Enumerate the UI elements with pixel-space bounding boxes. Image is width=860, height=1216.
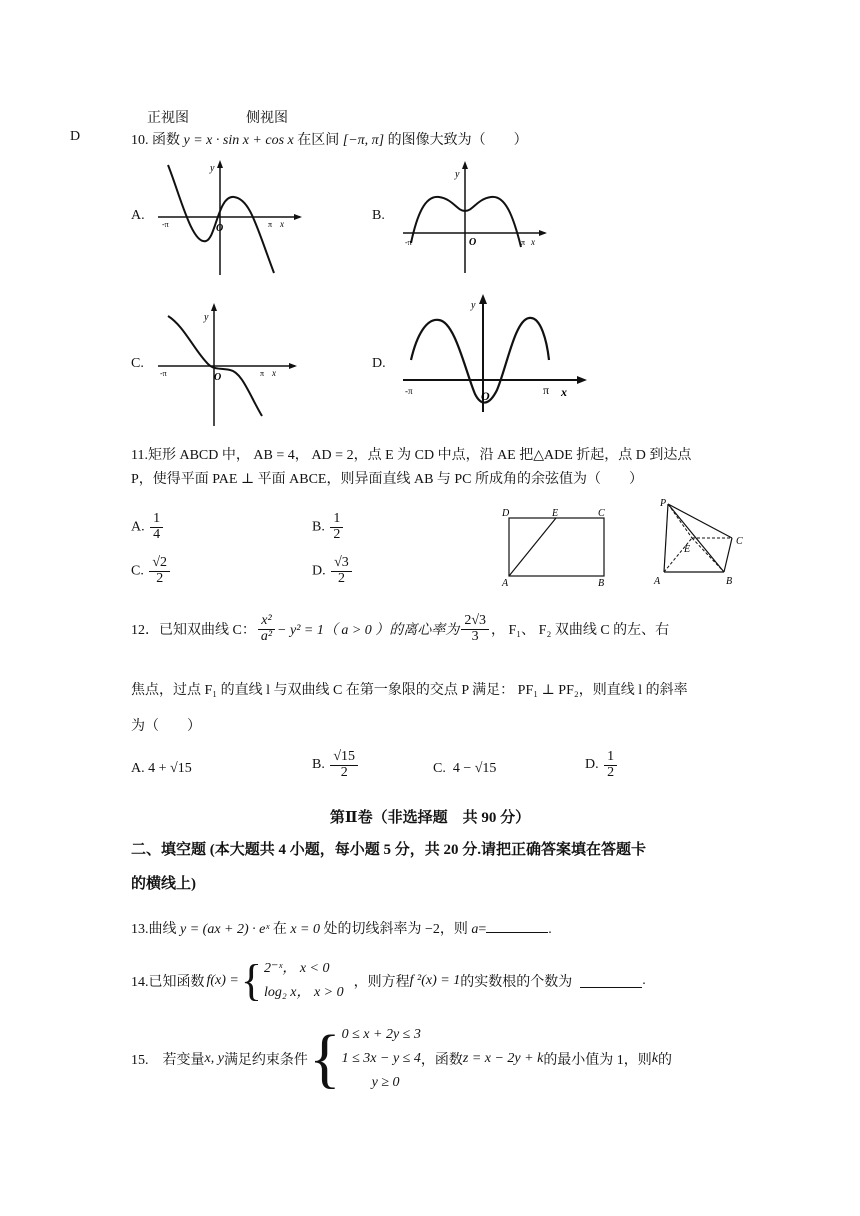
- q12-option-a: A. 4 + √15: [131, 761, 192, 776]
- q10-graph-c: [150, 300, 310, 430]
- q12-option-b: B. $\frac{√15}{2}$: [312, 750, 360, 780]
- graph-a-y: y: [210, 163, 215, 174]
- graph-b-neg-pi: -π: [405, 238, 412, 247]
- q10-option-d-label: D.: [372, 356, 386, 371]
- q10-number: 10.: [131, 133, 149, 148]
- q11-line2: P，使得平面 PAE ⊥ 平面 ABCE，则异面直线 AB 与 PC 所成角的余弦值为（ ）: [131, 472, 644, 487]
- answer-mark: D: [70, 129, 81, 144]
- section2-title: 第Ⅱ卷（非选择题 共 90 分）: [329, 810, 531, 826]
- graph-a-o: O: [216, 223, 224, 234]
- graph-d-neg-pi: -π: [405, 386, 413, 396]
- graph-d-y: y: [471, 300, 476, 311]
- svg-text:C: C: [598, 508, 605, 519]
- svg-text:B: B: [598, 578, 605, 588]
- q14: 14.已知函数 f(x) = { 2⁻ˣ， x < 0 log₂ x， x > 0 ，则方程 f ²(x) = 1 的实数根的个数为 .: [131, 956, 646, 1005]
- q13-answer-blank[interactable]: [486, 920, 548, 933]
- svg-text:E: E: [552, 508, 559, 519]
- q12-option-d: D. $\frac{1}{2}$: [585, 750, 619, 780]
- q10-option-a-label: A.: [131, 208, 145, 223]
- q11-option-a: A. $\frac{1}{4}$: [131, 512, 165, 542]
- q10-text-mid: 在区间: [297, 133, 340, 148]
- q12-line1: 12．已知双曲线 C： $\frac{\text{x²}}{\text{a²}}$ − y² = 1（ a > 0 ）的离心率为 $\frac{2√3}{3}$ ， F₁、 F₂ 双曲线 C 的左、右: [131, 613, 670, 644]
- q10-text-pre: 函数: [152, 133, 180, 148]
- graph-b-pi: π: [521, 238, 526, 247]
- q12-option-c: C. 4 − √15: [433, 761, 497, 776]
- q12-ecc-frac: $\frac{2√3}{3}$: [461, 614, 489, 644]
- graph-c-pi: π: [260, 369, 265, 378]
- graph-a-neg-pi: -π: [162, 220, 169, 229]
- q10-text-post: 的图像大致为（ ）: [387, 133, 528, 148]
- q15-brace: {: [308, 1022, 341, 1095]
- graph-a-pi: π: [268, 220, 273, 229]
- graph-c-y: y: [204, 312, 209, 323]
- fill-in-heading-line1: 二、填空题 (本大题共 4 小题，每小题 5 分，共 20 分.请把正确答案填在答题卡: [131, 842, 646, 858]
- q11-option-c: C. $\frac{√2}{2}$: [131, 556, 172, 586]
- svg-text:E: E: [684, 544, 691, 555]
- graph-d-x: x: [561, 385, 567, 399]
- graph-b-o: O: [469, 237, 477, 248]
- q11-folded-figure: [650, 494, 750, 588]
- svg-text:D: D: [502, 508, 510, 519]
- q11-option-c-frac: $\frac{√2}{2}$: [149, 556, 170, 586]
- q10-stem: [131, 129, 528, 149]
- q11-option-b: B. $\frac{1}{2}$: [312, 512, 345, 542]
- q11-option-a-frac: $\frac{1}{4}$: [150, 512, 163, 542]
- graph-c-x: x: [272, 368, 276, 378]
- q12-line2: 焦点，过点 F₁ 的直线 l 与双曲线 C 在第一象限的交点 P 满足： PF₁ ⊥ PF₂，则直线 l 的斜率: [131, 683, 688, 698]
- q10-option-b-label: B.: [372, 208, 385, 223]
- svg-text:A: A: [502, 578, 509, 588]
- q14-answer-blank[interactable]: [580, 975, 642, 988]
- q12-line3: 为（ ）: [131, 719, 201, 734]
- q11-option-b-frac: $\frac{1}{2}$: [330, 512, 343, 542]
- q10-graph-a: [150, 155, 310, 280]
- q10-formula: y = x · sin x + cos x: [183, 133, 294, 148]
- q13: 13.曲线 y = (ax + 2) · eˣ 在 x = 0 处的切线斜率为 −2，则 a= .: [131, 922, 552, 937]
- q11-option-d: D. $\frac{√3}{2}$: [312, 556, 354, 586]
- graph-a-x: x: [280, 219, 284, 229]
- side-view-label: 侧视图: [246, 111, 288, 126]
- graph-d-pi: π: [543, 383, 550, 397]
- svg-text:A: A: [654, 576, 661, 587]
- fill-in-heading-line2: 的横线上): [131, 876, 196, 892]
- graph-d-o: O: [481, 389, 490, 403]
- svg-text:P: P: [660, 498, 667, 509]
- front-view-label: 正视图: [147, 111, 189, 126]
- q10-interval: [−π, π]: [342, 133, 385, 148]
- q11-line1: 11.矩形 ABCD 中， AB = 4， AD = 2，点 E 为 CD 中点，沿 AE 把△ADE 折起，点 D 到达点: [131, 448, 692, 463]
- q14-brace: {: [240, 956, 262, 1005]
- q10-option-c-label: C.: [131, 356, 144, 371]
- q12-eq-frac: $\frac{\text{x²}}{\text{a²}}$: [258, 614, 275, 644]
- graph-c-o: O: [214, 372, 222, 383]
- graph-c-neg-pi: -π: [160, 369, 167, 378]
- q10-graph-b: [395, 155, 560, 280]
- q11-rectangle-figure: [498, 506, 618, 588]
- q15: 15. 若变量 x, y 满足约束条件 { 0 ≤ x + 2y ≤ 3 1 ≤ 3x − y ≤ 4 y ≥ 0 ，函数 z = x − 2y + k 的最小值为 1，则 k 的: [131, 1022, 673, 1095]
- svg-text:C: C: [736, 536, 743, 547]
- svg-text:B: B: [726, 576, 733, 587]
- q10-graph-d: [395, 290, 595, 420]
- q11-option-d-frac: $\frac{√3}{2}$: [331, 556, 352, 586]
- graph-b-x: x: [531, 237, 535, 247]
- graph-b-y: y: [455, 169, 460, 180]
